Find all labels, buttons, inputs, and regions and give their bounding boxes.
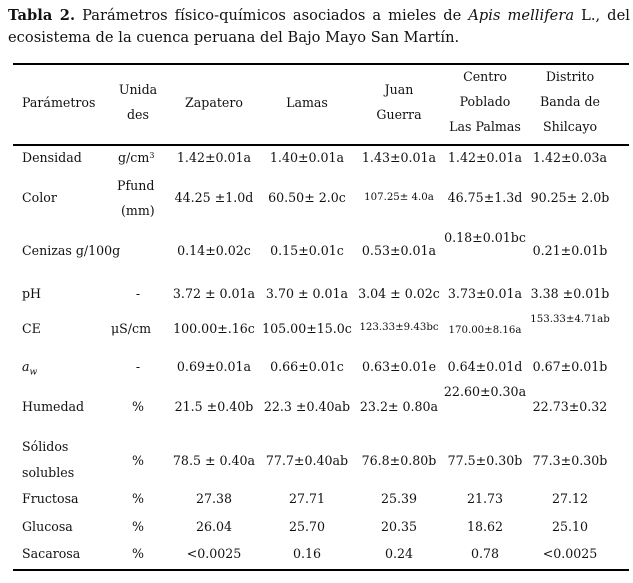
row-aw-subscript: w [29,367,38,378]
row-color-unit-line2: (mm) [121,203,155,218]
header-distrito-line1: Distrito [545,69,595,84]
row-densidad-lamas: 1.40±0.01a [269,150,345,165]
row-glucosa-param: Glucosa [22,519,73,534]
row-glucosa-juan-guerra: 20.35 [380,519,418,534]
row-color-unit-line1: Pfund [117,178,155,193]
row-color-distrito: 90.25± 2.0b [530,190,610,205]
table-caption [8,5,630,49]
table-header-rule [13,144,629,146]
row-fructosa-centro-poblado: 21.73 [466,491,504,506]
row-densidad-param: Densidad [22,150,82,165]
row-humedad-lamas: 22.3 ±0.40ab [263,399,351,414]
row-densidad-juan-guerra: 1.43±0.01a [361,150,437,165]
row-cenizas-juan-guerra: 0.53±0.01a [361,243,437,258]
row-solidos-centro-poblado: 77.5±0.30b [447,453,523,468]
row-densidad-distrito: 1.42±0.03a [532,150,608,165]
row-aw-lamas: 0.66±0.01c [270,359,344,374]
header-centro-poblado-line2: Poblado [459,94,511,109]
row-sacarosa-param: Sacarosa [22,546,81,561]
row-fructosa-lamas: 27.71 [288,491,326,506]
row-ph-unit: - [135,286,141,301]
caption-text-after: L., del ecosistema de la cuenca peruana del Bajo Mayo San Martín. [8,7,630,46]
row-ce-zapatero: 100.00±.16c [173,321,255,336]
row-densidad-unit [118,147,154,168]
row-densidad-centro-poblado: 1.42±0.01a [447,150,523,165]
row-sacarosa-zapatero: <0.0025 [186,546,242,561]
row-ph-distrito: 3.38 ±0.01b [530,286,610,301]
row-ce-distrito: 153.33±4.71ab [530,314,610,325]
header-unidades-line2: des [127,107,149,122]
row-densidad-unit-text: g/cm [118,150,150,165]
row-ce-centro-poblado: 170.00±8.16a [448,325,522,336]
row-humedad-param: Humedad [22,399,85,414]
header-zapatero: Zapatero [185,95,243,110]
row-ce-juan-guerra: 123.33±9.43bc [359,322,439,333]
row-aw-juan-guerra: 0.63±0.01e [361,359,437,374]
header-parametros: Parámetros [22,95,96,110]
header-unidades-line1: Unida [118,82,158,97]
row-color-zapatero: 44.25 ±1.0d [174,190,254,205]
caption-text-before: Parámetros físico-químicos asociados a mieles de [75,7,469,24]
row-aw-unit: - [135,359,141,374]
header-lamas: Lamas [286,95,328,110]
row-sacarosa-lamas: 0.16 [292,546,322,561]
header-centro-poblado-line3: Las Palmas [449,119,521,134]
caption-species: Apis mellifera [468,7,575,24]
row-cenizas-param: Cenizas g/100g [22,243,121,258]
row-aw-centro-poblado: 0.64±0.01d [447,359,523,374]
row-humedad-zapatero: 21.5 ±0.40b [174,399,254,414]
row-glucosa-zapatero: 26.04 [195,519,233,534]
row-aw-distrito: 0.67±0.01b [532,359,608,374]
row-cenizas-distrito: 0.21±0.01b [532,243,608,258]
row-ph-juan-guerra: 3.04 ± 0.02c [358,286,440,301]
row-fructosa-unit: % [132,491,144,506]
row-glucosa-unit: % [132,519,144,534]
row-densidad-unit-exponent: 3 [149,151,155,160]
row-cenizas-centro-poblado: 0.18±0.01bc [444,230,526,245]
row-solidos-juan-guerra: 76.8±0.80b [361,453,437,468]
header-juan-guerra-line1: Juan [384,82,414,97]
row-cenizas-zapatero: 0.14±0.02c [177,243,251,258]
row-glucosa-centro-poblado: 18.62 [466,519,504,534]
row-humedad-centro-poblado: 22.60±0.30a [443,384,527,399]
row-solidos-unit: % [132,453,144,468]
row-fructosa-juan-guerra: 25.39 [380,491,418,506]
row-densidad-zapatero: 1.42±0.01a [176,150,252,165]
row-solidos-zapatero: 78.5 ± 0.40a [172,453,256,468]
row-glucosa-distrito: 25.10 [551,519,589,534]
row-aw-symbol: a [22,359,30,374]
row-color-juan-guerra: 107.25± 4.0a [364,192,434,203]
row-ce-unit: μS/cm [111,321,152,336]
row-ce-param: CE [22,321,41,336]
row-solidos-param-line1: Sólidos [22,439,69,454]
row-ph-zapatero: 3.72 ± 0.01a [172,286,256,301]
row-color-param: Color [22,190,57,205]
table-bottom-rule [13,569,629,571]
row-glucosa-lamas: 25.70 [288,519,326,534]
row-aw-param [22,356,37,384]
row-ph-centro-poblado: 3.73±0.01a [447,286,523,301]
table-top-rule [13,63,629,65]
row-fructosa-param: Fructosa [22,491,79,506]
header-centro-poblado-line1: Centro [463,69,507,84]
row-sacarosa-distrito: <0.0025 [542,546,598,561]
row-ce-lamas: 105.00±15.0c [262,321,352,336]
row-solidos-lamas: 77.7±0.40ab [265,453,349,468]
header-juan-guerra-line2: Guerra [376,107,422,122]
row-sacarosa-juan-guerra: 0.24 [384,546,414,561]
row-ph-lamas: 3.70 ± 0.01a [265,286,349,301]
row-sacarosa-centro-poblado: 0.78 [470,546,500,561]
row-ph-param: pH [22,286,42,301]
row-humedad-unit: % [132,399,144,414]
row-solidos-distrito: 77.3±0.30b [532,453,608,468]
row-color-centro-poblado: 46.75±1.3d [447,190,523,205]
row-solidos-param-line2: solubles [22,465,75,480]
row-color-lamas: 60.50± 2.0c [268,190,346,205]
header-distrito-line3: Shilcayo [542,119,598,134]
header-distrito-line2: Banda de [540,94,600,109]
row-cenizas-lamas: 0.15±0.01c [270,243,344,258]
row-fructosa-distrito: 27.12 [551,491,589,506]
row-fructosa-zapatero: 27.38 [195,491,233,506]
caption-label: Tabla 2. [8,7,76,24]
row-humedad-distrito: 22.73±0.32 [532,399,608,414]
row-aw-zapatero: 0.69±0.01a [176,359,252,374]
row-sacarosa-unit: % [132,546,144,561]
row-humedad-juan-guerra: 23.2± 0.80a [359,399,439,414]
